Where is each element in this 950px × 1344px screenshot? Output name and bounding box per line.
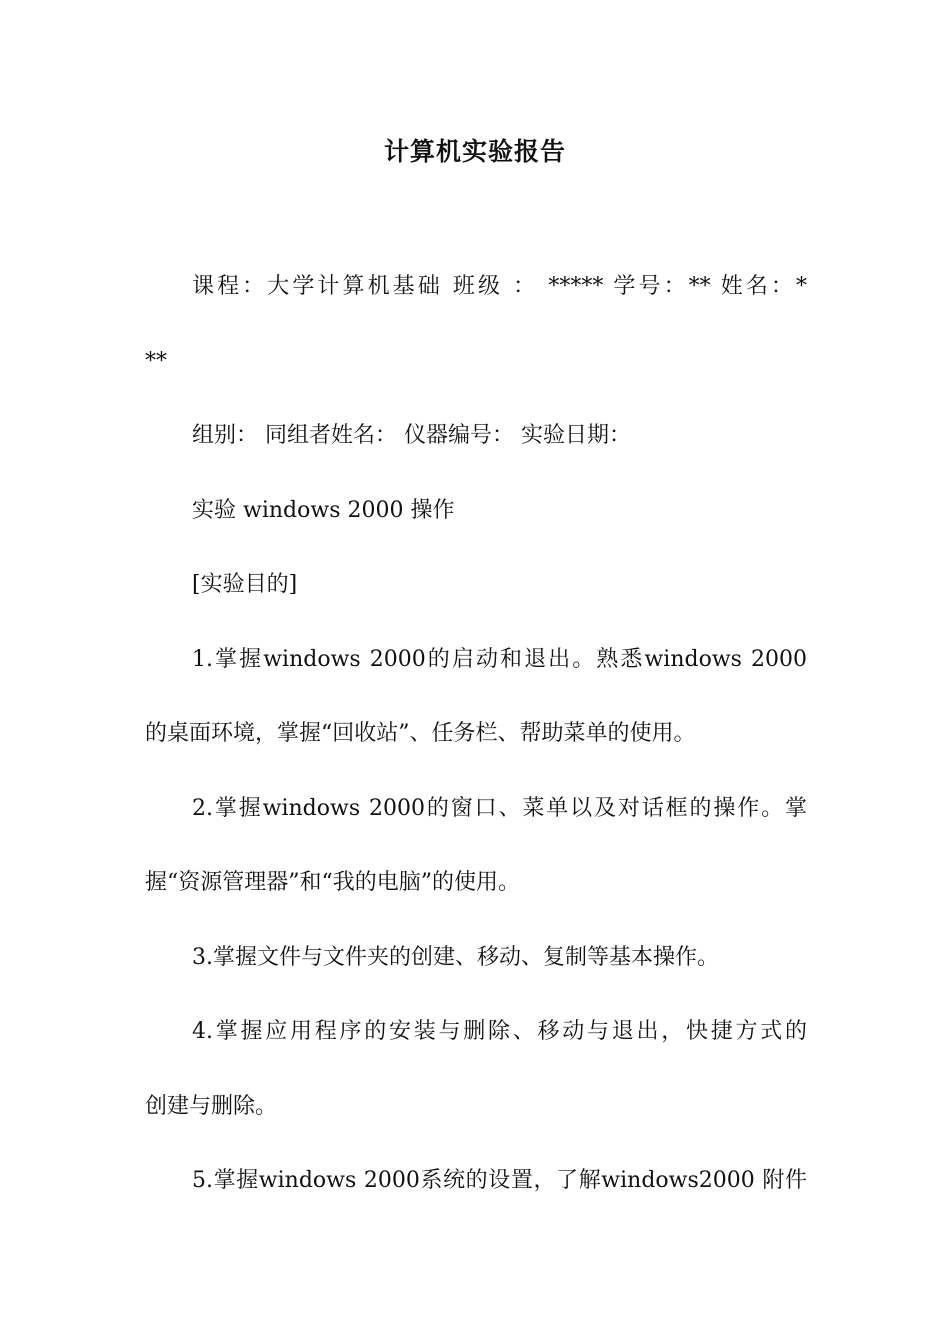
document-title: 计算机实验报告: [383, 137, 566, 166]
experiment-name: 实验 windows 2000 操作: [192, 497, 455, 523]
objective-item-4-line-1: 4.掌握应用程序的安装与删除、移动与退出，快捷方式的: [192, 1019, 807, 1044]
section-heading: [实验目的]: [192, 572, 298, 597]
objective-item-1-line-2: 的桌面环境，掌握“回收站”、任务栏、帮助菜单的使用。: [145, 721, 696, 746]
objective-item-5-line-1: 5.掌握windows 2000系统的设置，了解windows2000 附件: [192, 1168, 807, 1193]
objective-item-2-line-2: 握“资源管理器”和“我的电脑”的使用。: [145, 870, 520, 895]
objective-item-1-line-1: 1.掌握windows 2000的启动和退出。熟悉windows 2000: [192, 646, 807, 672]
objective-item-3: 3.掌握文件与文件夹的创建、移动、复制等基本操作。: [192, 944, 719, 970]
course-info-continuation: **: [145, 348, 167, 374]
group-info-line: 组别： 同组者姓名： 仪器编号： 实验日期：: [192, 423, 631, 448]
objective-item-2-line-1: 2.掌握windows 2000的窗口、菜单以及对话框的操作。掌: [192, 795, 807, 821]
objective-item-4-line-2: 创建与删除。: [145, 1093, 278, 1119]
document-body: [145, 250, 807, 1219]
course-info-line: 课程：大学计算机基础 班级 ： ***** 学号：** 姓名：*: [192, 274, 807, 299]
